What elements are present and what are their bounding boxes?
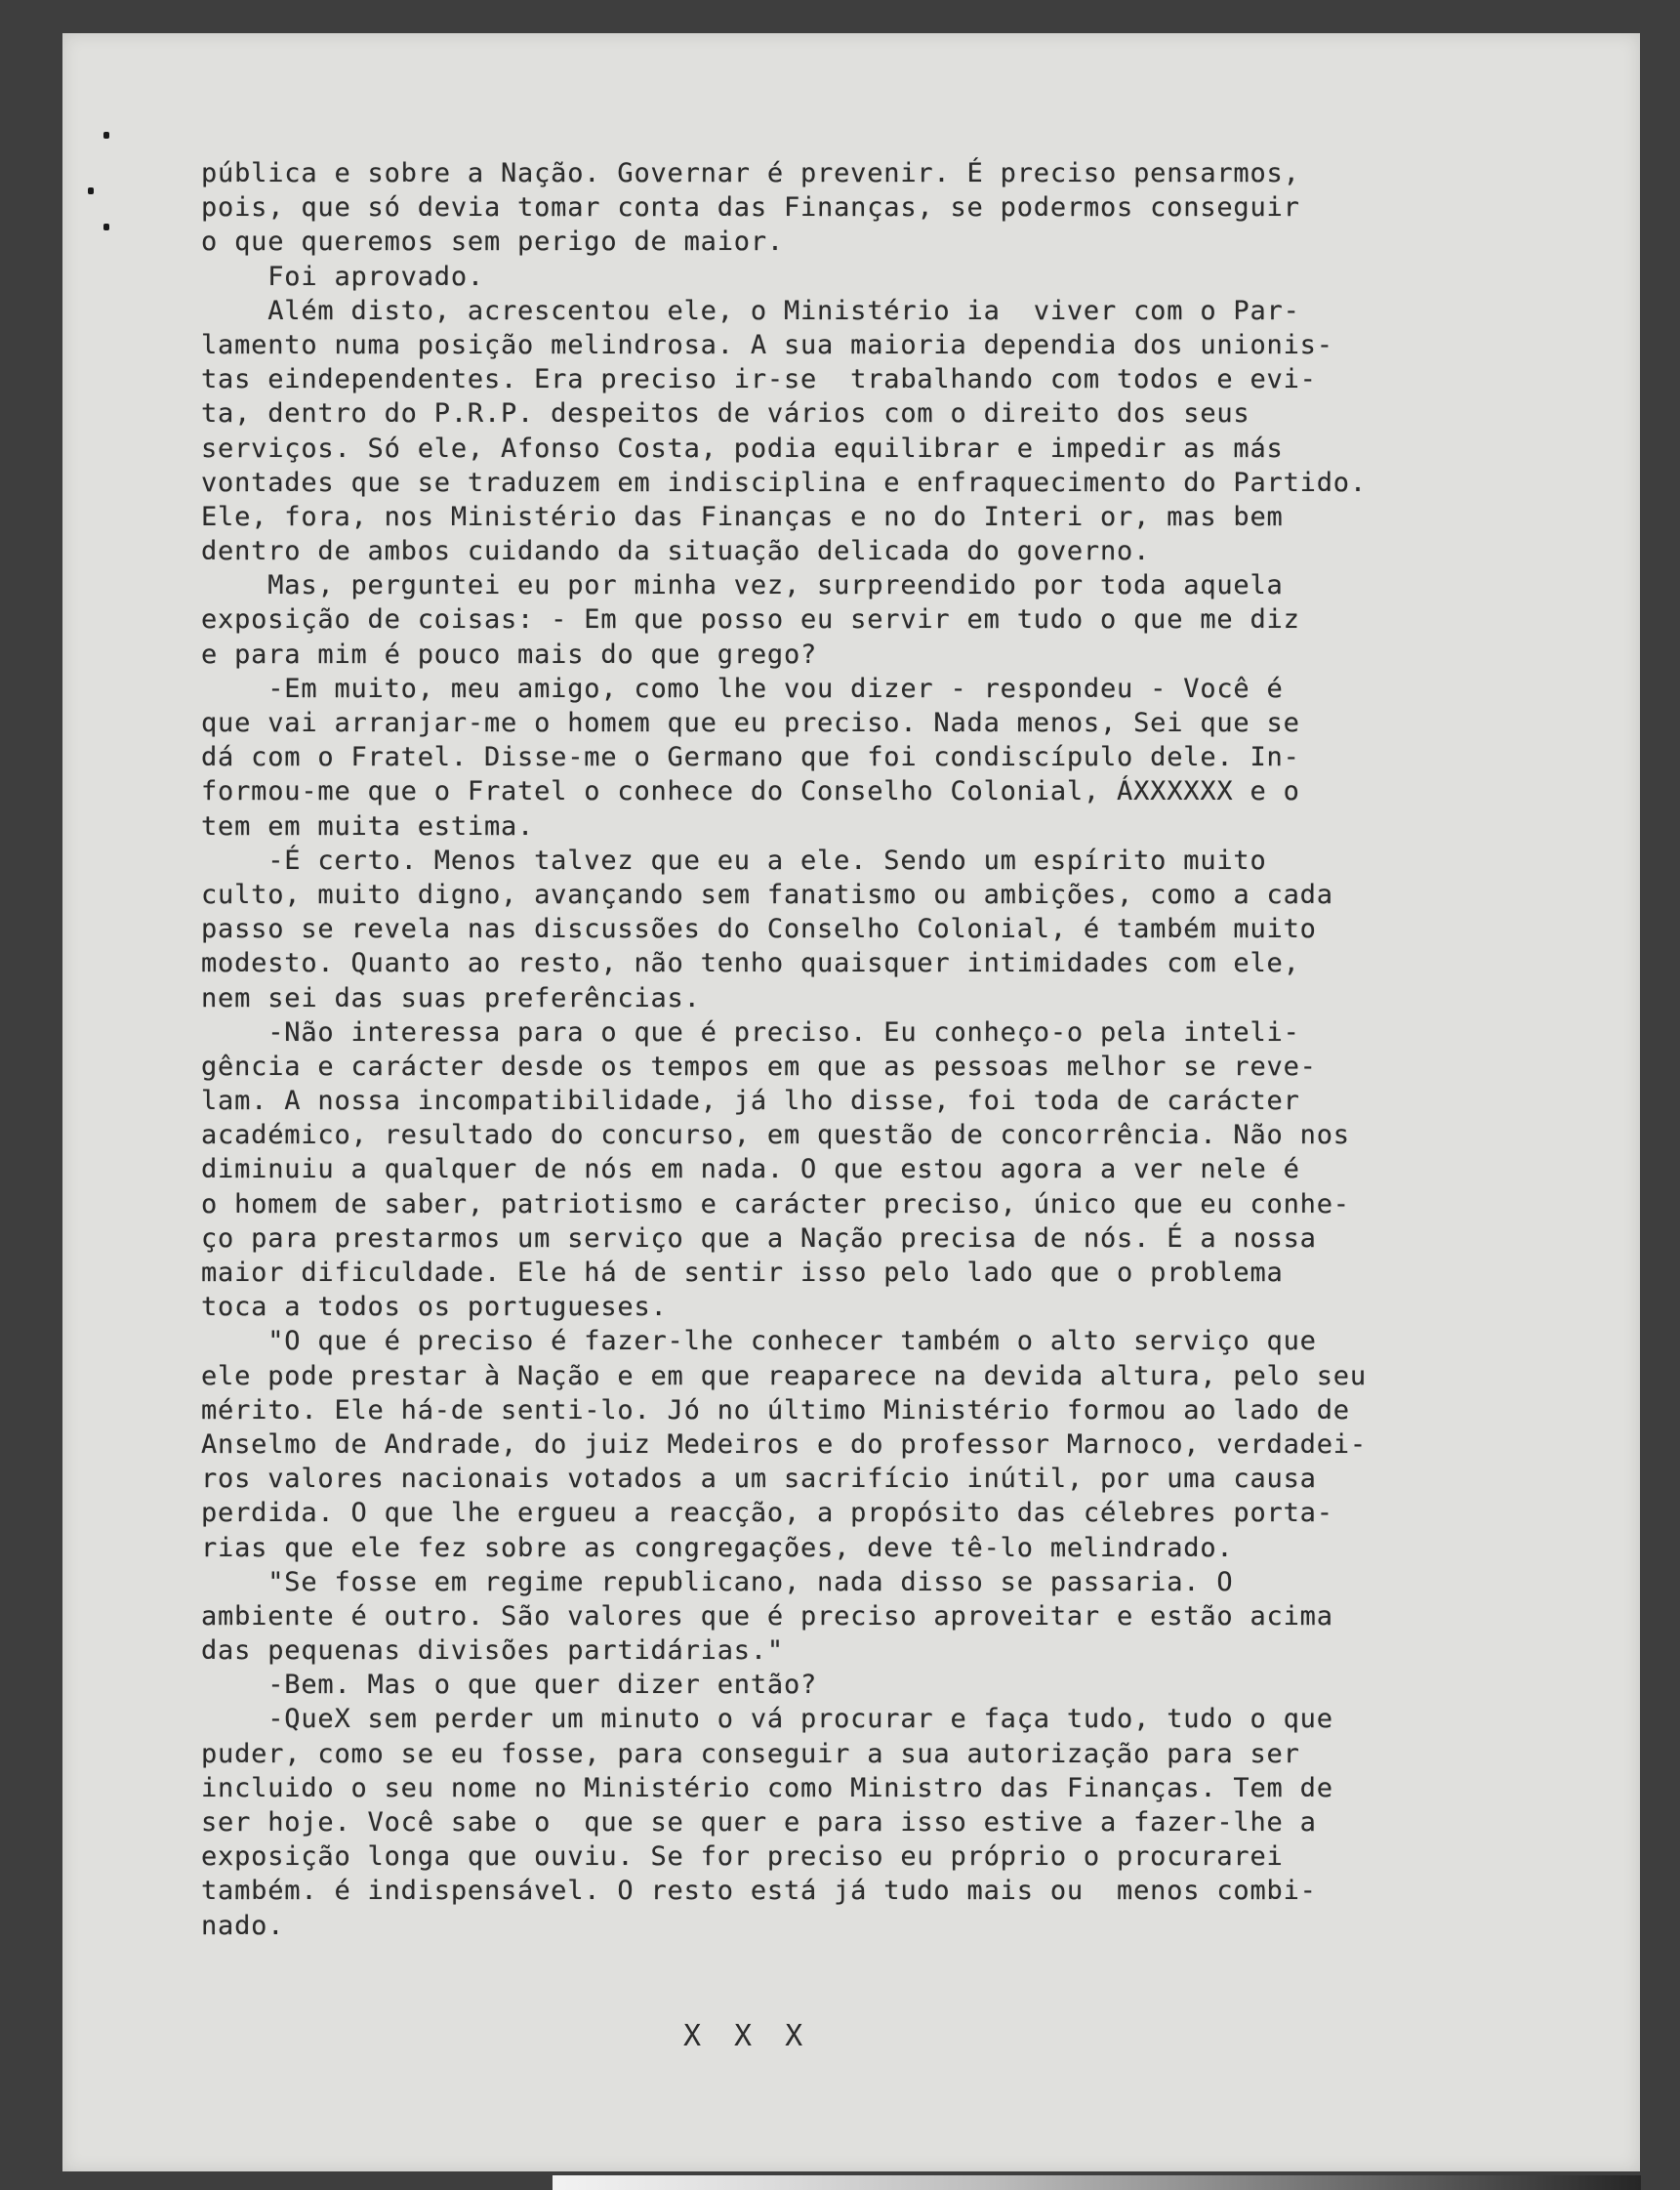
text-line: Mas, perguntei eu por minha vez, surpreendido por toda aquela — [201, 570, 1284, 601]
text-line: o que queremos sem perigo de maior. — [201, 227, 784, 258]
text-line: dentro de ambos cuidando da situação delicada do governo. — [201, 536, 1151, 567]
text-line: tas eindependentes. Era preciso ir-se trabalhando com todos e evi- — [201, 364, 1317, 395]
text-line: toca a todos os portugueses. — [201, 1292, 668, 1323]
text-line: rias que ele fez sobre as congregações, deve tê-lo melindrado. — [201, 1532, 1234, 1563]
punch-hole-mark — [103, 132, 109, 139]
text-line: também. é indispensável. O resto está já tudo mais ou menos combi- — [201, 1876, 1317, 1907]
text-line: perdida. O que lhe ergueu a reacção, a propósito das célebres porta- — [201, 1498, 1333, 1529]
text-line: Anselmo de Andrade, do juiz Medeiros e do professor Marnoco, verdadei- — [201, 1428, 1367, 1460]
text-line: diminuiu a qualquer de nós em nada. O que estou agora a ver nele é — [201, 1154, 1300, 1185]
punch-hole-mark — [103, 224, 109, 230]
text-line: -QueX sem perder um minuto o vá procurar e faça tudo, tudo o que — [201, 1704, 1333, 1735]
text-line: puder, como se eu fosse, para conseguir a sua autorização para ser — [201, 1738, 1300, 1769]
text-line: lam. A nossa incompatibilidade, já lho disse, foi toda de carácter — [201, 1086, 1300, 1117]
text-line: e para mim é pouco mais do que grego? — [201, 639, 818, 670]
text-line: ros valores nacionais votados a um sacrifício inútil, por uma causa — [201, 1464, 1317, 1495]
text-line: ta, dentro do P.R.P. despeitos de vários com o direito dos seus — [201, 398, 1250, 430]
text-line: serviços. Só ele, Afonso Costa, podia equilibrar e impedir as más — [201, 433, 1284, 464]
text-line: académico, resultado do concurso, em questão de concorrência. Não nos — [201, 1120, 1350, 1151]
text-line: nado. — [201, 1910, 285, 1941]
typewritten-text — [201, 156, 1568, 1943]
text-line: "O que é preciso é fazer-lhe conhecer também o alto serviço que — [201, 1326, 1317, 1357]
text-line: pública e sobre a Nação. Governar é prevenir. É preciso pensarmos, — [201, 158, 1300, 188]
text-line: dá com o Fratel. Disse-me o Germano que foi condiscípulo dele. In- — [201, 742, 1300, 773]
text-line: exposição de coisas: - Em que posso eu servir em tudo o que me diz — [201, 604, 1300, 636]
text-line: das pequenas divisões partidárias." — [201, 1635, 784, 1667]
text-line: gência e carácter desde os tempos em que as pessoas melhor se reve- — [201, 1051, 1317, 1082]
text-line: que vai arranjar-me o homem que eu preciso. Nada menos, Sei que se — [201, 708, 1300, 738]
text-line: o homem de saber, patriotismo e carácter preciso, único que eu conhe- — [201, 1188, 1350, 1219]
text-line: nem sei das suas preferências. — [201, 982, 701, 1013]
text-line: exposição longa que ouviu. Se for preciso eu próprio o procurarei — [201, 1841, 1284, 1873]
text-line: "Se fosse em regime republicano, nada disso se passaria. O — [201, 1566, 1234, 1597]
text-line: -Bem. Mas o que quer dizer então? — [201, 1670, 818, 1701]
text-line: modesto. Quanto ao resto, não tenho quaisquer intimidades com ele, — [201, 948, 1300, 979]
text-line: vontades que se traduzem em indisciplina e enfraquecimento do Partido. — [201, 467, 1367, 498]
text-line: maior dificuldade. Ele há de sentir isso pelo lado que o problema — [201, 1258, 1284, 1288]
text-line: Ele, fora, nos Ministério das Finanças e no do Interi or, mas bem — [201, 501, 1284, 532]
text-line: ser hoje. Você sabe o que se quer e para isso estive a fazer-lhe a — [201, 1807, 1317, 1838]
text-line: ço para prestarmos um serviço que a Nação precisa de nós. É a nossa — [201, 1222, 1317, 1254]
text-line: tem em muita estima. — [201, 810, 535, 842]
text-line: ambiente é outro. São valores que é preciso aproveitar e estão acima — [201, 1600, 1333, 1632]
text-line: culto, muito digno, avançando sem fanatismo ou ambições, como a cada — [201, 879, 1333, 910]
text-line: formou-me que o Fratel o conhece do Conselho Colonial, ÁXXXXXX e o — [201, 776, 1300, 807]
text-line: Foi aprovado. — [201, 261, 484, 292]
text-line: -É certo. Menos talvez que eu a ele. Sendo um espírito muito — [201, 845, 1267, 876]
text-line: mérito. Ele há-de senti-lo. Jó no último Ministério formou ao lado de — [201, 1394, 1350, 1426]
text-line: -Não interessa para o que é preciso. Eu conheço-o pela inteli- — [201, 1016, 1300, 1048]
text-line: pois, que só devia tomar conta das Finanças, se podermos conseguir — [201, 192, 1300, 224]
punch-hole-mark — [88, 187, 94, 194]
text-line: incluido o seu nome no Ministério como Ministro das Finanças. Tem de — [201, 1772, 1333, 1803]
section-end-mark: XXX — [683, 2019, 837, 2053]
text-line: ele pode prestar à Nação e em que reaparece na devida altura, pelo seu — [201, 1360, 1367, 1391]
text-line: lamento numa posição melindrosa. A sua maioria dependia dos unionis- — [201, 329, 1333, 360]
calibration-strip — [553, 2175, 1641, 2190]
text-line: -Em muito, meu amigo, como lhe vou dizer - respondeu - Você é — [201, 673, 1284, 704]
text-line: Além disto, acrescentou ele, o Ministério ia viver com o Par- — [201, 295, 1300, 326]
text-line: passo se revela nas discussões do Conselho Colonial, é também muito — [201, 914, 1317, 945]
